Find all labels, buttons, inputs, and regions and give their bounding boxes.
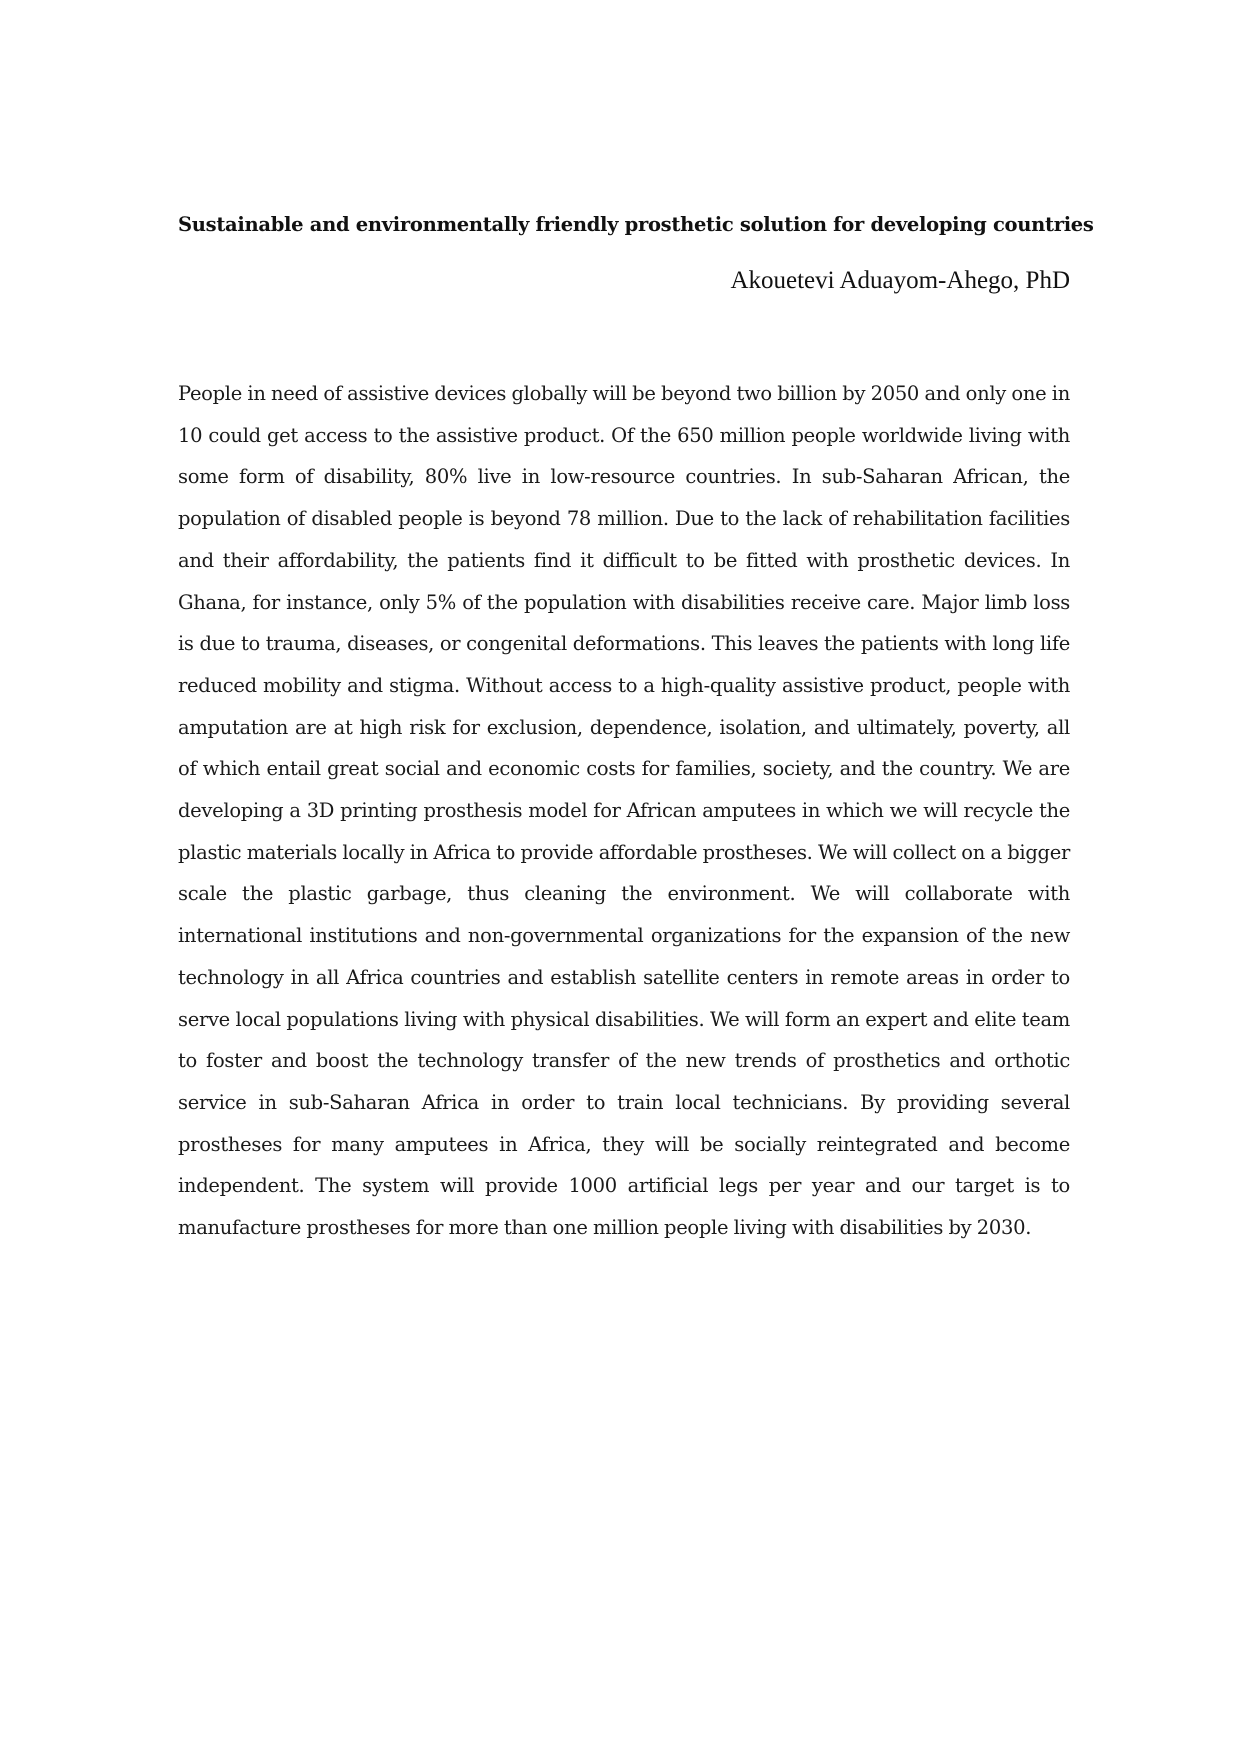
document-body-paragraph: People in need of assistive devices globally will be beyond two billion by 2050 and only one in 10 could get access to the assistive product. Of the 650 million people worldwide living with some form of disability, 80% live in low-resource countries. In sub-Saharan African, the population of disabled people is beyond 78 million. Due to the lack of rehabilitation facilities and their affordability, the patients find it difficult to be fitted with prosthetic devices. In Ghana, for instance, only 5% of the population with disabilities receive care. Major limb loss is due to trauma, diseases, or congenital deformations. This leaves the patients with long life reduced mobility and stigma. Without access to a high-quality assistive product, people with amputation are at high risk for exclusion, dependence, isolation, and ultimately, poverty, all of which entail great social and economic costs for families, society, and the country. We are developing a 3D printing prosthesis model for African amputees in which we will recycle the plastic materials locally in Africa to provide affordable prostheses. We will collect on a bigger scale the plastic garbage, thus cleaning the environment. We will collaborate with international institutions and non-governmental organizations for the expansion of the new technology in all Africa countries and establish satellite centers in remote areas in order to serve local populations living with physical disabilities. We will form an expert and elite team to foster and boost the technology transfer of the new trends of prosthetics and orthotic service in sub-Saharan Africa in order to train local technicians. By providing several prostheses for many amputees in Africa, they will be socially reintegrated and become independent. The system will provide 1000 artificial legs per year and our target is to manufacture prostheses for more than one million people living with disabilities by 2030. bbox=[178, 382, 1070, 1240]
document-title: Sustainable and environmentally friendly prosthetic solution for developing countries bbox=[178, 213, 1094, 236]
document-author: Akouetevi Aduayom-Ahego, PhD bbox=[730, 267, 1070, 294]
